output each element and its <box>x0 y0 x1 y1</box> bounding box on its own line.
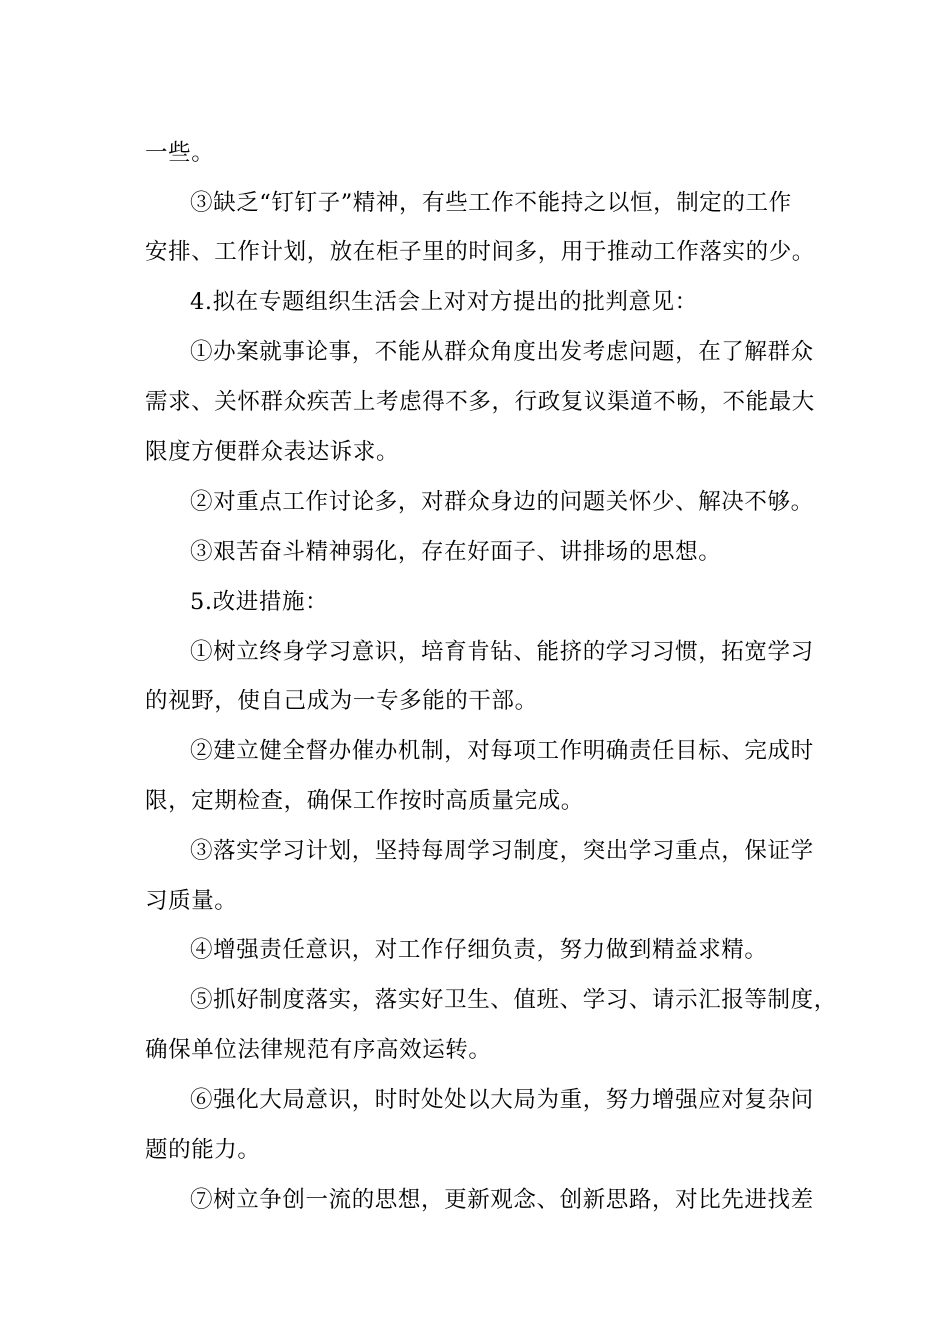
text-line: ⑦树立争创一流的思想，更新观念、创新思路，对比先进找差 <box>190 1187 814 1213</box>
text-line: ③落实学习计划，坚持每周学习制度，突出学习重点，保证学 <box>190 838 814 864</box>
text-line: 题的能力。 <box>145 1137 261 1163</box>
text-line: 需求、关怀群众疾苦上考虑得不多，行政复议渠道不畅，不能最大 <box>145 389 815 415</box>
text-line: 的视野，使自己成为一专多能的干部。 <box>145 688 538 714</box>
text-line: ⑤抓好制度落实，落实好卫生、值班、学习、请示汇报等制度， <box>190 987 837 1013</box>
section-heading: 5.改进措施： <box>190 589 329 615</box>
text-line: 限，定期检查，确保工作按时高质量完成。 <box>145 788 584 814</box>
text-line: ④增强责任意识，对工作仔细负责，努力做到精益求精。 <box>190 937 768 963</box>
text-line: 限度方便群众表达诉求。 <box>145 439 400 465</box>
text-line: ②建立健全督办催办机制，对每项工作明确责任目标、完成时 <box>190 738 814 764</box>
text-line: ②对重点工作讨论多，对群众身边的问题关怀少、解决不够。 <box>190 489 814 515</box>
text-line: ⑥强化大局意识，时时处处以大局为重，努力增强应对复杂问 <box>190 1087 814 1113</box>
text-line: 习质量。 <box>145 888 238 914</box>
section-heading: 4.拟在专题组织生活会上对对方提出的批判意见： <box>190 289 698 315</box>
text-line: 确保单位法律规范有序高效运转。 <box>145 1037 492 1063</box>
text-line: 一些。 <box>145 140 215 166</box>
text-line: 安排、工作计划，放在柜子里的时间多，用于推动工作落实的少。 <box>145 239 815 265</box>
text-line: ①树立终身学习意识，培育肯钻、能挤的学习习惯，拓宽学习 <box>190 639 814 665</box>
text-line: ③艰苦奋斗精神弱化，存在好面子、讲排场的思想。 <box>190 539 722 565</box>
text-line: ①办案就事论事，不能从群众角度出发考虑问题，在了解群众 <box>190 339 814 365</box>
text-line: ③缺乏“钉钉子”精神，有些工作不能持之以恒，制定的工作 <box>190 190 792 216</box>
